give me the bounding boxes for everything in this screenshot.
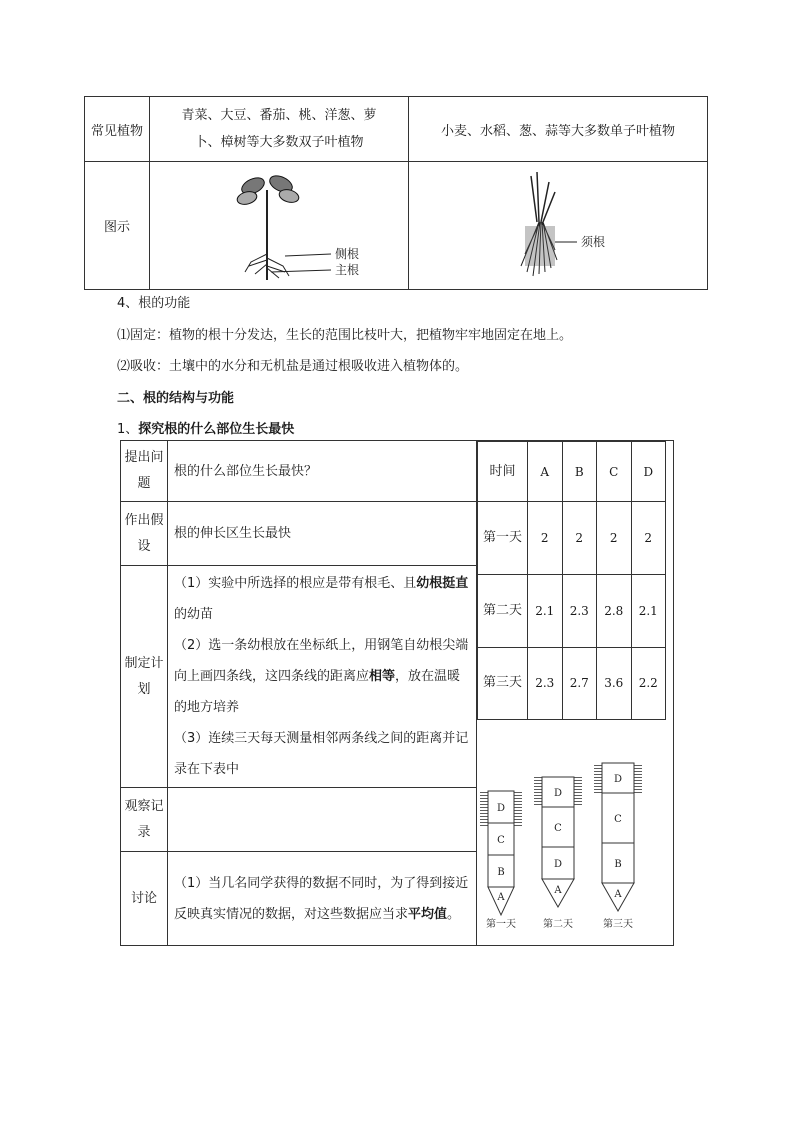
step-content: 根的什么部位生长最快？ <box>168 441 477 502</box>
data-cell: 2 <box>562 502 597 575</box>
header-cell: A <box>528 442 563 502</box>
monocot-plants-cell: 小麦、水稻、葱、蒜等大多数单子叶植物 <box>409 97 708 162</box>
root-day-2 <box>534 777 582 930</box>
segment-label: D <box>613 774 623 785</box>
data-cell: 2.1 <box>631 575 666 647</box>
table-row <box>85 162 708 290</box>
absorption-paragraph: ⑵吸收：土壤中的水分和无机盐是通过根吸收进入植物体的。 <box>117 359 469 374</box>
step-label: 作出假设 <box>121 502 168 566</box>
data-cell: 2 <box>528 502 563 575</box>
fixation-paragraph: ⑴固定：植物的根十分发达，生长的范围比枝叶大，把植物牢牢地固定在地上。 <box>117 328 573 343</box>
segment-label: D <box>553 859 563 870</box>
data-cell: 2.1 <box>528 575 563 647</box>
step-content: 根的伸长区生长最快 <box>168 502 477 566</box>
day-label: 第一天 <box>478 502 528 575</box>
header-cell: 时间 <box>478 442 528 502</box>
day-2-caption: 第二天 <box>543 919 573 930</box>
table-row <box>85 97 708 162</box>
segment-label: A <box>614 889 622 900</box>
step-label: 提出问题 <box>121 441 168 502</box>
measurement-table <box>477 441 666 720</box>
plan-content: （1）实验中所选择的根应是带有根毛、且幼根挺直的幼苗 （2）选一条幼根放在坐标纸上，用钢笔自幼根尖端向上画四条线，这四条线的距离应相等，放在温暖的地方培养 （3）连续三天每天测量相邻两条线之间的距离并记录在下表中 <box>168 566 477 788</box>
discussion-content: （1）当几名同学获得的数据不同时，为了得到接近反映真实情况的数据，对这些数据应当求平均值。 <box>168 852 477 946</box>
fibrous-root-illustration-cell <box>409 162 708 290</box>
step-label: 讨论 <box>121 852 168 946</box>
segment-label: C <box>614 814 622 825</box>
segment-label: B <box>497 867 505 878</box>
segment-label: C <box>554 823 562 834</box>
main-root-label: 主根 <box>334 263 359 277</box>
root-day-1 <box>480 791 522 930</box>
segment-label: B <box>614 859 622 870</box>
segment-label: A <box>497 892 505 903</box>
section-2-title: 二、根的结构与功能 <box>117 391 235 406</box>
data-cell: 2 <box>597 502 632 575</box>
data-cell: 2.7 <box>562 647 597 719</box>
day-1-caption: 第一天 <box>486 919 516 930</box>
day-label: 第三天 <box>478 647 528 719</box>
row-label-diagram: 图示 <box>85 162 150 290</box>
data-cell: 2.2 <box>631 647 666 719</box>
plant-root-table <box>84 96 708 290</box>
section-4-title: 4、根的功能 <box>117 296 191 311</box>
table-row <box>478 502 666 575</box>
data-cell: 3.6 <box>597 647 632 719</box>
table-row <box>478 442 666 502</box>
step-content <box>168 788 477 852</box>
data-cell: 2.3 <box>562 575 597 647</box>
segment-label: D <box>496 803 506 814</box>
taproot-illustration-cell <box>149 162 408 290</box>
root-growth-diagram <box>468 755 668 935</box>
dicot-plants-cell: 青菜、大豆、番茄、桃、洋葱、萝 卜、樟树等大多数双子叶植物 <box>149 97 408 162</box>
subsection-1-title: 1、探究根的什么部位生长最快 <box>117 422 295 437</box>
table-row <box>478 575 666 647</box>
data-cell: 2.8 <box>597 575 632 647</box>
data-cell: 2.3 <box>528 647 563 719</box>
segment-label: D <box>553 788 563 799</box>
step-label: 制定计划 <box>121 566 168 788</box>
lateral-root-label: 侧根 <box>334 247 359 261</box>
header-cell: B <box>562 442 597 502</box>
root-day-3 <box>594 763 642 930</box>
header-cell: D <box>631 442 666 502</box>
taproot-system-illustration <box>155 162 403 285</box>
table-row <box>478 647 666 719</box>
header-cell: C <box>597 442 632 502</box>
segment-label: A <box>554 885 562 896</box>
day-label: 第二天 <box>478 575 528 647</box>
day-3-caption: 第三天 <box>603 919 633 930</box>
row-label-common-plants: 常见植物 <box>85 97 150 162</box>
data-cell: 2 <box>631 502 666 575</box>
step-label: 观察记录 <box>121 788 168 852</box>
fibrous-root-system-illustration <box>409 162 707 285</box>
fibrous-root-label: 须根 <box>581 235 606 249</box>
segment-label: C <box>497 835 505 846</box>
